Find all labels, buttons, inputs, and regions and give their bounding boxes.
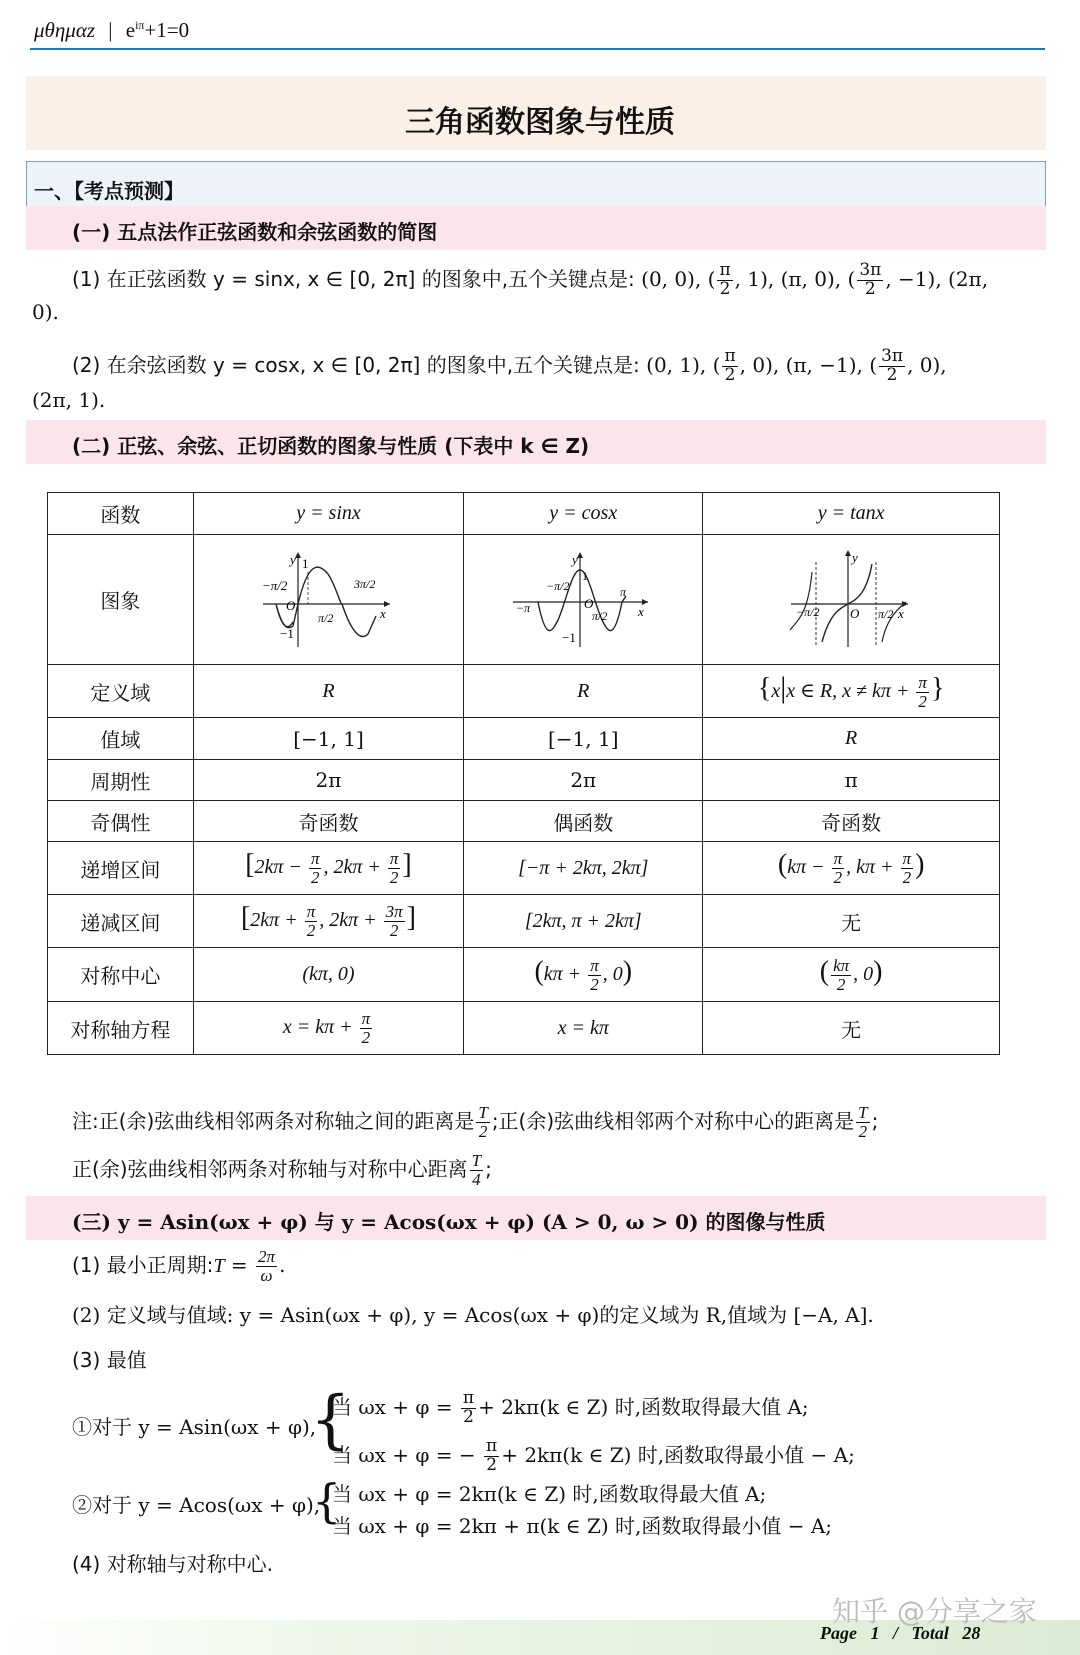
svg-text:x: x	[898, 606, 904, 621]
part1-item1: (1) 在正弦函数 y = sinx, x ∈ [0, 2π] 的图象中,五个关键点是: (0, 0), ( $\frac{\pi}{2}$ , 1), (π, 0), ( $\frac{3\pi}{2}$ , −1), (2π,	[72, 260, 989, 299]
page-indicator: Page 1 / Total 28	[820, 1623, 981, 1643]
page-title: 三角函数图象与性质	[405, 105, 675, 140]
table-row	[48, 535, 1000, 665]
header-formula: $e^{i\pi}+1=0$	[125, 18, 190, 42]
svg-text:−π/2: −π/2	[796, 605, 820, 619]
cell-cos-parity: 偶函数	[464, 801, 703, 842]
header-separator: |	[108, 18, 113, 42]
header-cell: y = tanx	[703, 493, 1000, 535]
header-rule	[30, 48, 1045, 50]
table-row	[48, 948, 1000, 1002]
table-row	[48, 1002, 1000, 1055]
cell-sin-decreasing: [2kπ + $\frac{\pi}{2}$ , 2kπ + $\frac{3\pi}{2}$ ]	[193, 895, 464, 948]
cell-tan-center: ( $\frac{k\pi}{2}$ , 0)	[703, 948, 1000, 1002]
svg-text:π/2: π/2	[592, 609, 608, 623]
part3-item3: (3) 最值	[72, 1348, 147, 1372]
svg-text:y: y	[290, 552, 297, 567]
table-row	[48, 895, 1000, 948]
part3-item1: (1) 最小正周期:T = $\frac{2\pi}{\omega}$ .	[72, 1247, 286, 1285]
svg-text:O: O	[584, 596, 594, 611]
cell-tan-decreasing: 无	[703, 895, 1000, 948]
row-label: 奇偶性	[48, 801, 194, 842]
svg-text:O: O	[286, 598, 296, 613]
header-brand: μθημαz	[34, 18, 96, 42]
table-row	[48, 760, 1000, 801]
header-cell: 函数	[48, 493, 194, 535]
case1-brace: {	[310, 1383, 351, 1457]
svg-text:O: O	[850, 606, 860, 621]
row-label: 图象	[48, 535, 194, 665]
cell-sin-range: [−1, 1]	[193, 718, 464, 760]
table-row	[48, 842, 1000, 895]
case1-min: 当 ωx + φ = − $\frac{\pi}{2}$ + 2kπ(k ∈ Z) 时,函数取得最小值 − A;	[332, 1436, 855, 1475]
svg-text:y: y	[572, 552, 579, 567]
cell-tan-period: π	[703, 760, 1000, 801]
cell-cos-period: 2π	[464, 760, 703, 801]
svg-text:x: x	[380, 606, 387, 621]
part1-item2: (2) 在余弦函数 y = cosx, x ∈ [0, 2π] 的图象中,五个关键点是: (0, 1), ( $\frac{\pi}{2}$ , 0), (π, −1), ( $\frac{3\pi}{2}$ , 0),	[72, 346, 947, 385]
cell-tan-parity: 奇函数	[703, 801, 1000, 842]
case2-min: 当 ωx + φ = 2kπ + π(k ∈ Z) 时,函数取得最小值 − A;	[332, 1514, 833, 1538]
svg-text:3π/2: 3π/2	[354, 577, 376, 591]
cell-cos-increasing: [−π + 2kπ, 2kπ]	[464, 842, 703, 895]
table-row	[48, 665, 1000, 718]
cell-cos-axis: x = kπ	[464, 1002, 703, 1055]
cell-tan-axis: 无	[703, 1002, 1000, 1055]
note-line-1: 注:正(余)弦曲线相邻两条对称轴之间的距离是 $\frac{T}{2}$ ;正(余)弦曲线相邻两个对称中心的距离是 $\frac{T}{2}$ ;	[72, 1103, 879, 1141]
cos-graph	[508, 542, 658, 652]
case2-label: ②对于 y = Acos(ωx + φ),	[72, 1493, 321, 1517]
cell-sin-center: (kπ, 0)	[193, 948, 464, 1002]
part3-item4: (4) 对称轴与对称中心.	[72, 1552, 274, 1576]
watermark: 知乎 @分享之家	[832, 1595, 1037, 1628]
cell-sin-domain: R	[193, 665, 464, 718]
case2-max: 当 ωx + φ = 2kπ(k ∈ Z) 时,函数取得最大值 A;	[332, 1482, 767, 1506]
part1-heading: (一) 五点法作正弦函数和余弦函数的简图	[72, 220, 438, 244]
cell-cos-decreasing: [2kπ, π + 2kπ]	[464, 895, 703, 948]
part2-heading: (二) 正弦、余弦、正切函数的图象与性质 (下表中 k ∈ Z)	[72, 434, 590, 458]
svg-text:−1: −1	[562, 630, 577, 645]
svg-text:π: π	[620, 585, 627, 599]
cell-sin-increasing: [2kπ − $\frac{\pi}{2}$ , 2kπ + $\frac{\pi}{2}$ ]	[193, 842, 464, 895]
part1-item2-tail: (2π, 1).	[32, 388, 106, 412]
case2-brace: {	[312, 1474, 342, 1528]
cell-cos-range: [−1, 1]	[464, 718, 703, 760]
cell-sin-parity: 奇函数	[193, 801, 464, 842]
row-label: 递减区间	[48, 895, 194, 948]
cell-tan-domain: {x|x ∈ R, x ≠ kπ + $\frac{\pi}{2}$ }	[703, 665, 1000, 718]
part3-heading: (三) y = Asin(ωx + φ) 与 y = Acos(ωx + φ) (A > 0, ω > 0) 的图像与性质	[72, 1210, 826, 1234]
row-label: 递增区间	[48, 842, 194, 895]
trig-property-table	[47, 492, 1000, 1055]
tan-graph-cell	[703, 535, 1000, 665]
sin-graph	[258, 542, 398, 652]
row-label: 值域	[48, 718, 194, 760]
svg-text:1: 1	[582, 569, 589, 583]
cell-cos-center: (kπ + $\frac{\pi}{2}$ , 0)	[464, 948, 703, 1002]
table-row	[48, 493, 1000, 535]
svg-text:π/2: π/2	[318, 611, 334, 625]
cell-sin-axis: x = kπ + $\frac{\pi}{2}$	[193, 1002, 464, 1055]
svg-text:−1: −1	[280, 626, 295, 641]
header-cell: y = sinx	[193, 493, 464, 535]
svg-text:−π/2: −π/2	[546, 579, 570, 593]
row-label: 周期性	[48, 760, 194, 801]
page-header	[34, 18, 189, 43]
svg-text:1: 1	[302, 556, 309, 571]
table-row	[48, 801, 1000, 842]
part1-item1-tail: 0).	[32, 300, 59, 324]
cell-tan-range: R	[703, 718, 1000, 760]
cell-cos-domain: R	[464, 665, 703, 718]
cell-tan-increasing: (kπ − $\frac{\pi}{2}$ , kπ + $\frac{\pi}{2}$ )	[703, 842, 1000, 895]
svg-text:y: y	[852, 550, 858, 565]
tan-graph	[786, 542, 916, 652]
part3-item2: (2) 定义域与值域: y = Asin(ωx + φ), y = Acos(ωx + φ)的定义域为 R,值域为 [−A, A].	[72, 1303, 874, 1327]
row-label: 对称轴方程	[48, 1002, 194, 1055]
table-row	[48, 718, 1000, 760]
cell-sin-period: 2π	[193, 760, 464, 801]
sin-graph-cell	[193, 535, 464, 665]
case1-max: 当 ωx + φ = $\frac{\pi}{2}$ + 2kπ(k ∈ Z) 时,函数取得最大值 A;	[332, 1388, 809, 1427]
case1-label: ①对于 y = Asin(ωx + φ),	[72, 1415, 317, 1439]
header-cell: y = cosx	[464, 493, 703, 535]
row-label: 定义域	[48, 665, 194, 718]
section-heading: 一、【考点预测】	[34, 179, 184, 203]
svg-text:−π: −π	[516, 601, 531, 615]
cos-graph-cell	[464, 535, 703, 665]
svg-text:−π/2: −π/2	[262, 578, 288, 593]
svg-text:π/2: π/2	[878, 607, 894, 621]
svg-text:x: x	[638, 604, 645, 619]
row-label: 对称中心	[48, 948, 194, 1002]
note-line-2: 正(余)弦曲线相邻两条对称轴与对称中心距离 $\frac{T}{4}$ ;	[72, 1151, 492, 1189]
